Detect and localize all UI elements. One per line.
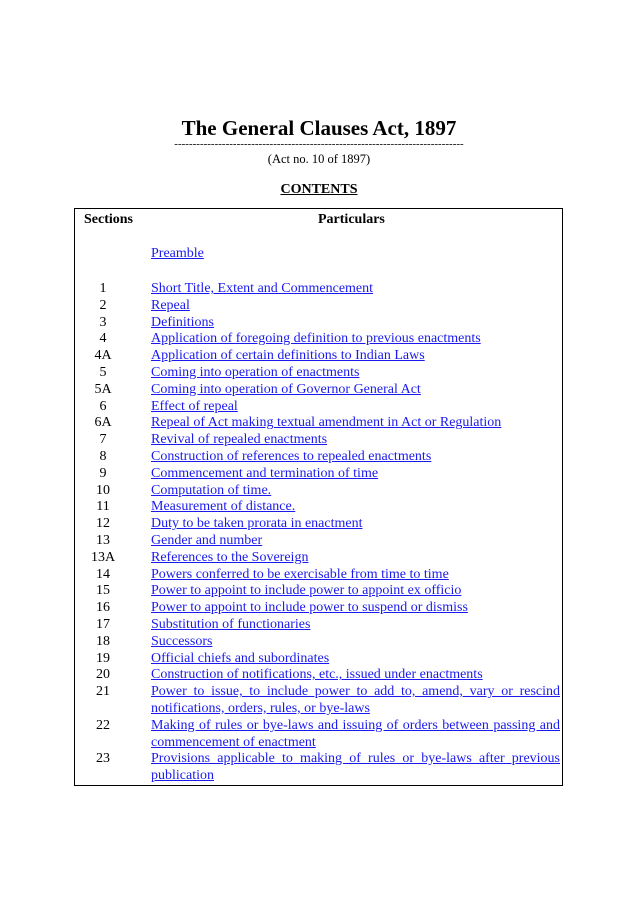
section-number: 12 [96, 516, 110, 532]
section-link[interactable]: Application of foregoing definition to previous enactments [151, 331, 481, 347]
table-row [78, 516, 560, 533]
section-number: 13A [90, 549, 116, 565]
section-number: 20 [96, 667, 110, 683]
section-link[interactable]: Short Title, Extent and Commencement [151, 281, 374, 296]
section-link[interactable]: Gender and number [151, 532, 263, 548]
section-number: 6 [99, 398, 107, 414]
section-link[interactable]: Power to appoint to include power to suspend or dismiss [151, 600, 468, 616]
table-row [78, 382, 560, 399]
section-link[interactable]: Repeal of Act making textual amendment in Act or Regulation [151, 415, 502, 431]
document-title: The General Clauses Act, 1897 [181, 116, 457, 140]
section-link[interactable]: Application of certain definitions to Indian Laws [151, 348, 425, 364]
table-row [78, 567, 560, 584]
section-number: 16 [96, 600, 110, 616]
section-link[interactable]: Commencement and termination of time [151, 465, 379, 481]
section-number: 19 [96, 650, 110, 666]
section-link[interactable]: Power to issue, to include power to add to, amend, vary or rescind notifications, orders, rules, or bye-laws [151, 684, 560, 716]
table-row [78, 432, 560, 449]
section-number: 8 [99, 448, 107, 464]
section-number: 23 [96, 751, 110, 767]
section-link[interactable]: Provisions applicable to making of rules or bye-laws after previous publication [151, 751, 560, 784]
table-row [78, 533, 560, 550]
section-link[interactable]: Effect of repeal [151, 398, 238, 414]
sections-list [78, 281, 560, 785]
table-row [78, 365, 560, 382]
table-row [78, 415, 560, 432]
table-row [78, 331, 560, 348]
section-number: 5 [99, 364, 107, 380]
section-number: 7 [99, 432, 107, 448]
section-number: 14 [96, 566, 110, 582]
section-link[interactable]: Construction of notifications, etc., issued under enactments [151, 667, 483, 683]
contents-heading: CONTENTS [280, 182, 358, 197]
section-number: 21 [96, 684, 110, 700]
section-number: 6A [94, 415, 112, 431]
section-number: 13 [96, 532, 110, 548]
table-row [78, 684, 560, 718]
section-number: 17 [96, 616, 110, 632]
table-row [78, 466, 560, 483]
table-row [78, 651, 560, 668]
section-link[interactable]: Substitution of functionaries [151, 616, 311, 632]
section-link[interactable]: Coming into operation of enactments [151, 364, 360, 380]
dashed-separator: ------------------------------------------------------------------------------- [174, 138, 464, 150]
table-row [78, 315, 560, 332]
table-row [78, 600, 560, 617]
section-link[interactable]: Power to appoint to include power to appoint ex officio [151, 583, 462, 599]
table-row [78, 499, 560, 516]
section-link[interactable]: Definitions [151, 314, 214, 330]
table-row [78, 550, 560, 567]
table-row [78, 449, 560, 466]
table-row [78, 718, 560, 752]
section-number: 15 [96, 583, 110, 599]
table-row [78, 399, 560, 416]
sections-header: Sections [84, 212, 133, 227]
section-number: 5A [94, 381, 112, 397]
section-number: 9 [99, 465, 107, 481]
section-link[interactable]: References to the Sovereign [151, 549, 309, 565]
table-row [78, 617, 560, 634]
table-row [78, 667, 560, 684]
section-link[interactable]: Revival of repealed enactments [151, 432, 328, 448]
section-link[interactable]: Duty to be taken prorata in enactment [151, 516, 363, 532]
table-row [78, 751, 560, 785]
section-number: 4 [99, 331, 107, 347]
section-link[interactable]: Powers conferred to be exercisable from time to time [151, 566, 449, 582]
preamble-row [151, 246, 204, 262]
table-row [78, 298, 560, 315]
section-number: 2 [99, 297, 107, 313]
section-number: 3 [99, 314, 107, 330]
table-row [78, 483, 560, 500]
section-link[interactable]: Successors [151, 633, 213, 649]
table-row [78, 281, 560, 298]
section-link[interactable]: Making of rules or bye-laws and issuing of orders between passing and commencement of enactment [151, 717, 560, 750]
particulars-header: Particulars [318, 212, 385, 227]
table-row [78, 583, 560, 600]
table-row [78, 348, 560, 365]
section-number: 4A [94, 348, 112, 364]
section-link[interactable]: Measurement of distance. [151, 499, 296, 515]
section-number: 22 [96, 717, 110, 733]
preamble-link[interactable]: Preamble [151, 246, 204, 261]
section-number: 10 [96, 482, 110, 498]
table-row [78, 634, 560, 651]
section-link[interactable]: Official chiefs and subordinates [151, 650, 330, 666]
section-link[interactable]: Construction of references to repealed enactments [151, 448, 432, 464]
section-link[interactable]: Repeal [151, 297, 190, 313]
section-number: 18 [96, 633, 110, 649]
section-number: 1 [99, 281, 107, 296]
section-link[interactable]: Computation of time. [151, 482, 272, 498]
section-number: 11 [96, 499, 110, 515]
act-number: (Act no. 10 of 1897) [267, 152, 371, 166]
section-link[interactable]: Coming into operation of Governor General Act [151, 381, 421, 397]
